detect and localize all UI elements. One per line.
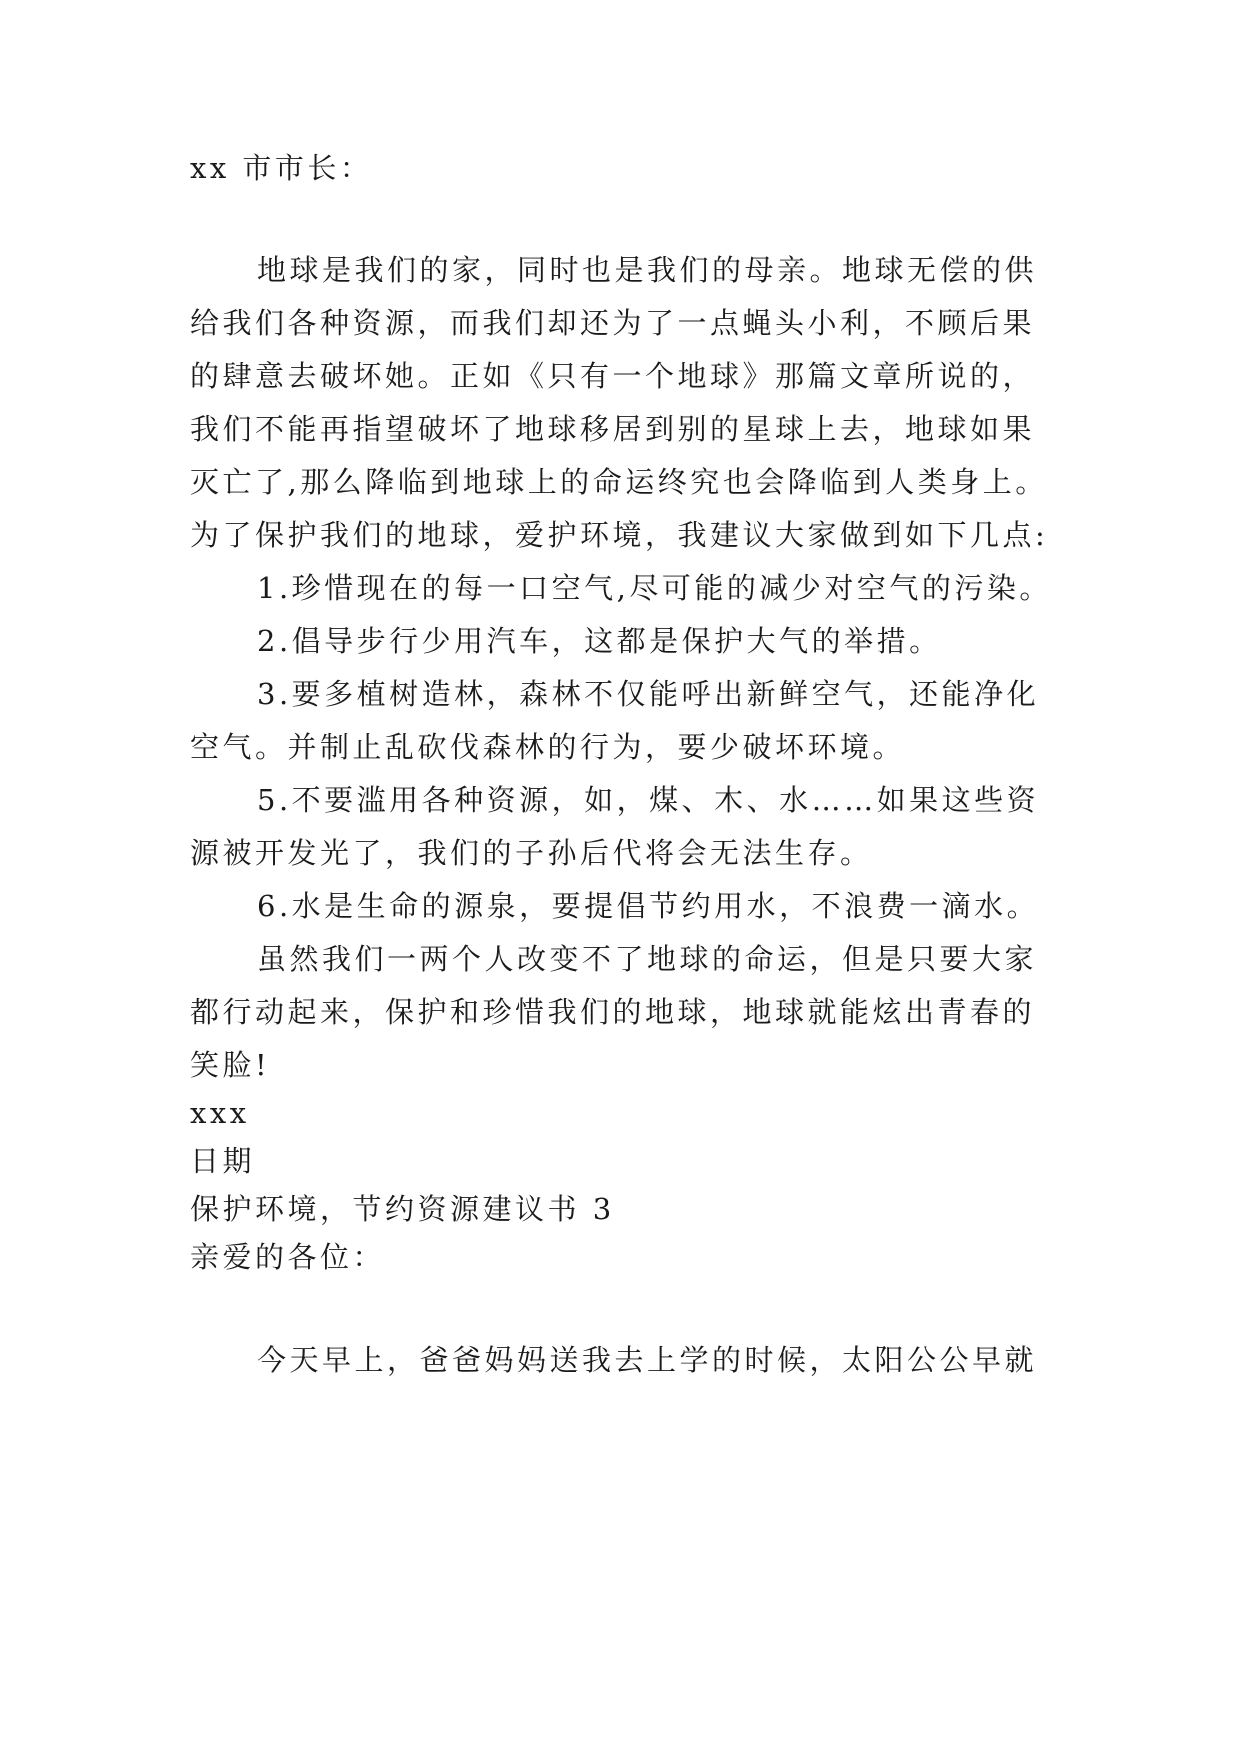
closing-line-2: 都行动起来，保护和珍惜我们的地球，地球就能炫出青春的: [190, 995, 1036, 1029]
suggestion-item-3-cont: 空气。并制止乱砍伐森林的行为，要少破坏环境。: [190, 730, 906, 764]
suggestion-item-6: 6.水是生命的源泉，要提倡节约用水，不浪费一滴水。: [257, 889, 1040, 923]
suggestion-item-2: 2.倡导步行少用汽车，这都是保护大气的举措。: [257, 624, 942, 658]
intro-line-6: 为了保护我们的地球，爱护环境，我建议大家做到如下几点:: [190, 518, 1049, 552]
letter-title: 保护环境，节约资源建议书 3: [190, 1192, 615, 1226]
salutation-mayor: xx 市市长：: [190, 151, 373, 185]
salutation-everyone: 亲爱的各位：: [190, 1240, 386, 1274]
intro-line-4: 我们不能再指望破坏了地球移居到别的星球上去，地球如果: [190, 412, 1036, 446]
suggestion-item-1: 1.珍惜现在的每一口空气,尽可能的减少对空气的污染。: [257, 571, 1052, 605]
letter2-line-1: 今天早上，爸爸妈妈送我去上学的时候，太阳公公早就: [257, 1343, 1038, 1377]
intro-line-3: 的肆意去破坏她。正如《只有一个地球》那篇文章所说的，: [190, 359, 1036, 393]
closing-line-1: 虽然我们一两个人改变不了地球的命运，但是只要大家: [257, 942, 1038, 976]
date: 日期: [190, 1144, 256, 1178]
intro-line-2: 给我们各种资源，而我们却还为了一点蝇头小利，不顾后果: [190, 306, 1036, 340]
intro-line-1: 地球是我们的家，同时也是我们的母亲。地球无偿的供: [257, 253, 1038, 287]
suggestion-item-3: 3.要多植树造林，森林不仅能呼出新鲜空气，还能净化: [257, 677, 1040, 711]
closing-line-3: 笑脸!: [190, 1048, 271, 1082]
intro-line-5: 灭亡了,那么降临到地球上的命运终究也会降临到人类身上。: [190, 465, 1048, 499]
suggestion-item-5-cont: 源被开发光了，我们的子孙后代将会无法生存。: [190, 836, 873, 870]
signature: xxx: [190, 1096, 250, 1130]
suggestion-item-5: 5.不要滥用各种资源，如，煤、木、水……如果这些资: [257, 783, 1040, 817]
